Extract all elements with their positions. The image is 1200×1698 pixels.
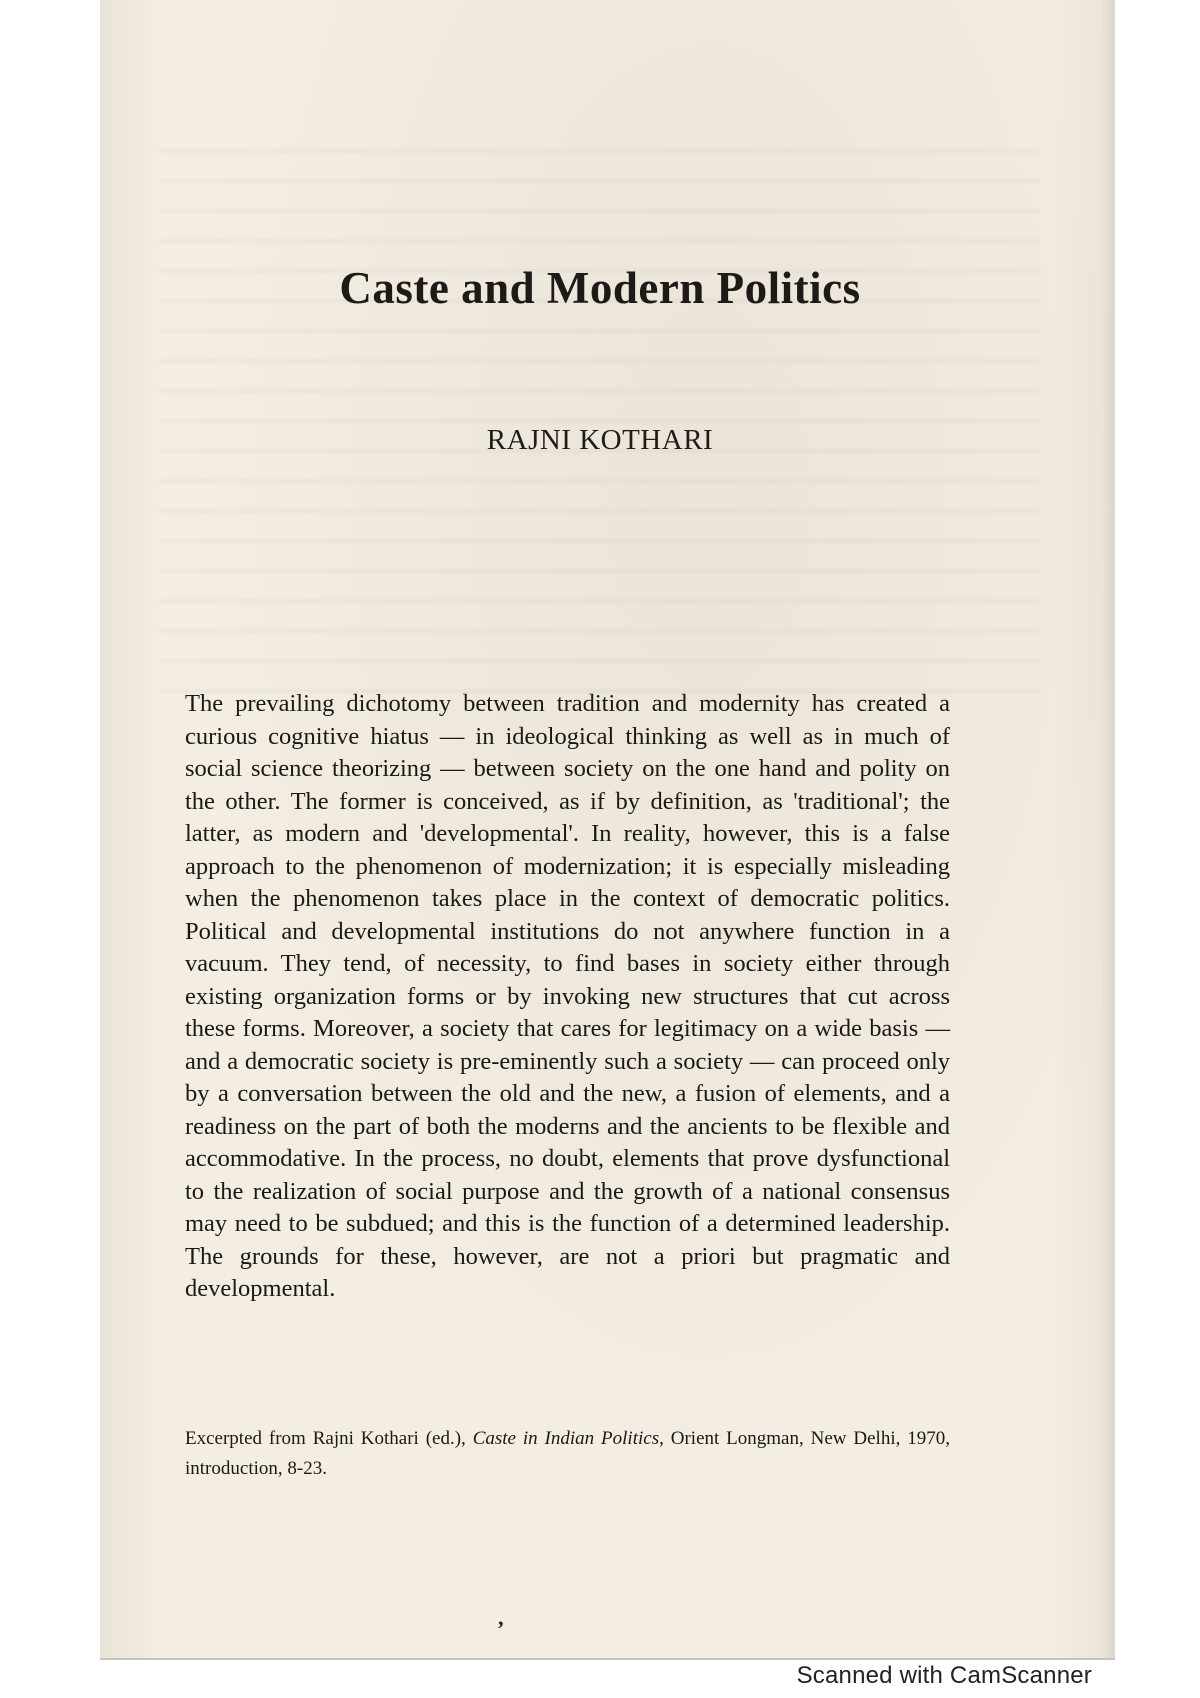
body-paragraph: The prevailing dichotomy between tradition and modernity has created a curious cognitive hiatus — in ideological thinking as well as in much of social science theorizing — between society on the one hand and polity on the other. The former is conceived, as if by definition, as 'traditional'; the latter, as modern and 'developmental'. In reality, however, this is a false approach to the phenomenon of modernization; it is especially misleading when the phenomenon takes place in the context of democratic politics. Political and developmental institutions do not anywhere function in a vacuum. They tend, of necessity, to find bases in society either through existing organization forms or by invoking new structures that cut across these forms. Moreover, a society that cares for legitimacy on a wide basis — and a democratic society is pre-eminently such a society — can proceed only by a conversation between the old and the new, a fusion of elements, and a readiness on the part of both the moderns and the ancients to be flexible and accommodative. In the process, no doubt, elements that prove dysfunctional to the realization of social purpose and the growth of a national consensus may need to be subdued; and this is the function of a determined leadership. The grounds for these, however, are not a priori but pragmatic and developmental. xyxy=(185,690,950,1302)
source-citation xyxy=(185,1424,950,1484)
stray-ink-mark: ’ xyxy=(497,1616,505,1641)
scan-bottom-edge xyxy=(100,1658,1115,1660)
author-name: RAJNI KOTHARI xyxy=(486,424,714,456)
page-edge-shadow xyxy=(1101,0,1115,1660)
citation-prefix: Excerpted from Rajni Kothari (ed.), xyxy=(185,1428,473,1449)
scanner-watermark: Scanned with CamScanner xyxy=(796,1662,1092,1689)
citation-book-title: Caste in Indian Politics xyxy=(472,1428,660,1449)
chapter-title: Caste and Modern Politics xyxy=(339,263,861,313)
citation-suffix: , Orient Longman, New Delhi, 1970, introduction, 8-23. xyxy=(185,1428,950,1479)
